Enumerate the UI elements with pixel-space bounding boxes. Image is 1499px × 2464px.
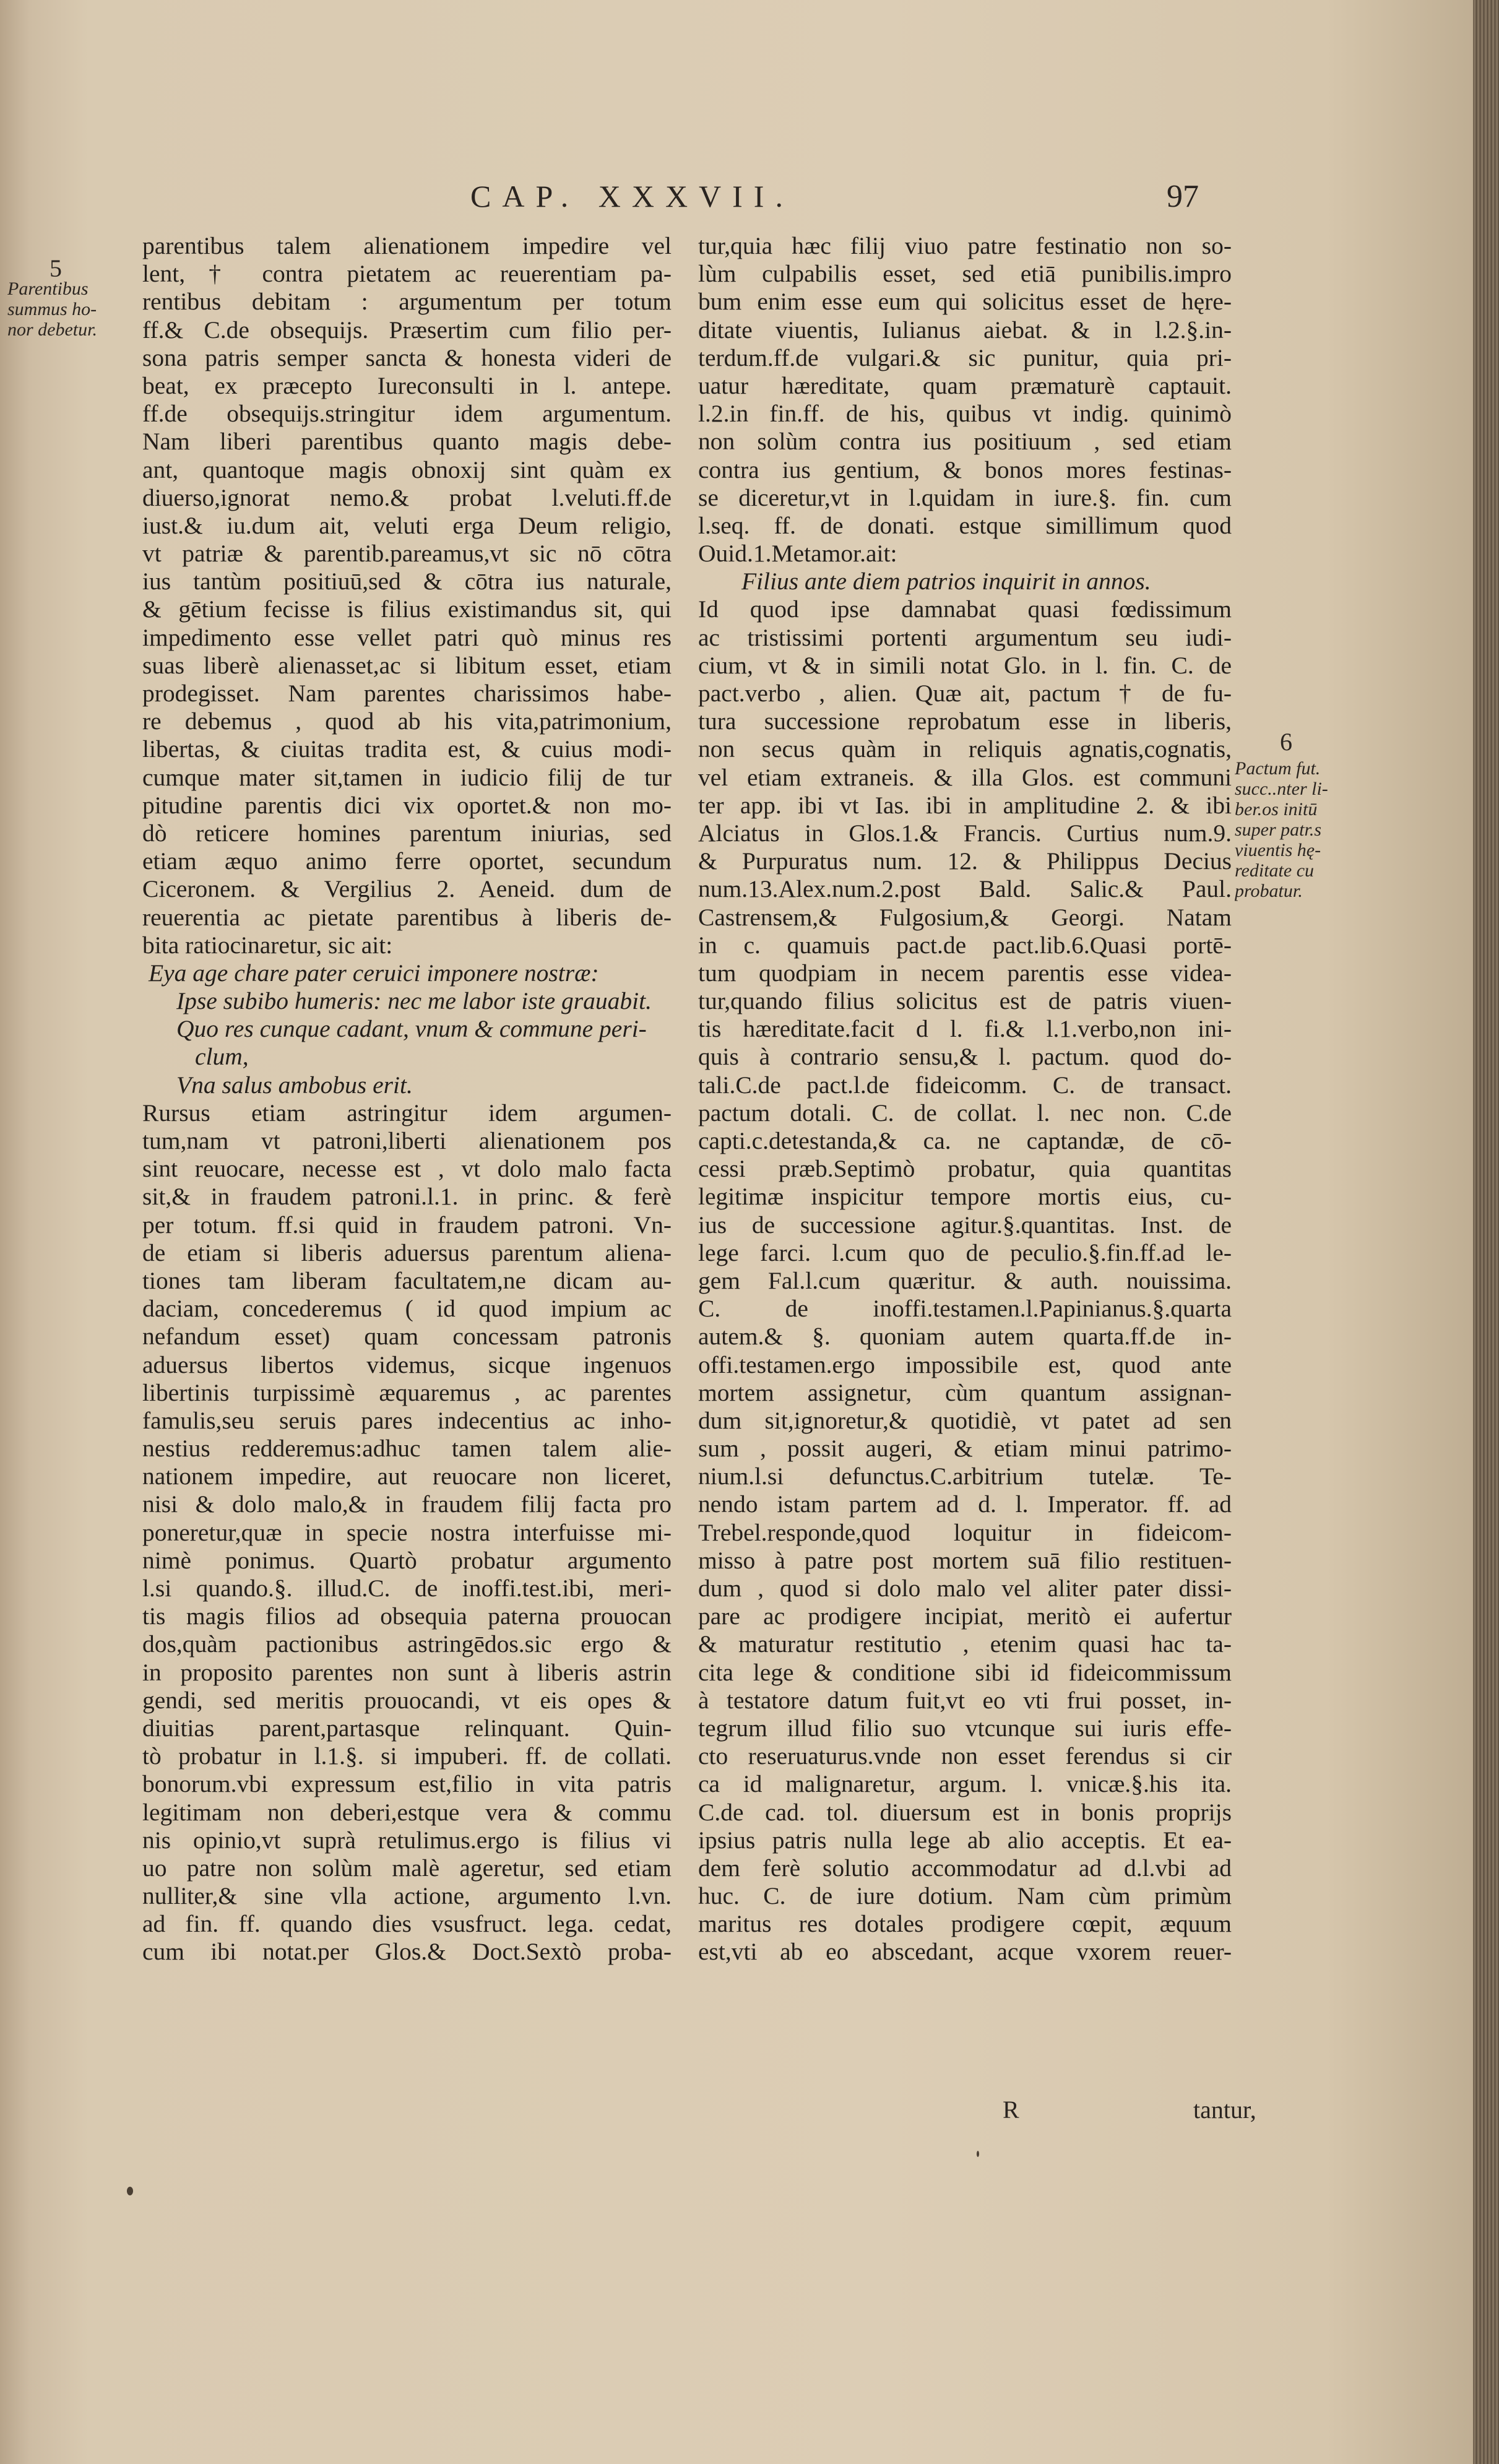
left-text-column: [142, 232, 672, 1966]
text-line: Trebel.responde,quod loquitur in fideicom-: [698, 1518, 1232, 1546]
text-line: nationem impedire, aut reuocare non liceret,: [142, 1463, 672, 1490]
text-line: dò reticere homines parentum iniurias, sed: [142, 819, 672, 847]
text-line: Rursus etiam astringitur idem argumen-: [142, 1099, 672, 1126]
text-line: cita lege & conditione sibi id fideicommissum: [698, 1658, 1232, 1686]
text-line: non solùm contra ius positiuum , sed etiam: [698, 428, 1232, 456]
text-line: autem.& §. quoniam autem quarta.ff.de in-: [698, 1323, 1232, 1351]
text-line: beat, ex præcepto Iureconsulti in l. antepe.: [142, 371, 672, 399]
text-line: tum quodpiam in necem parentis esse videa-: [698, 959, 1232, 987]
text-line: cto reseruaturus.vnde non esset ferendus si cir: [698, 1742, 1232, 1770]
text-line: nestius redderemus:adhuc tamen talem alie-: [142, 1435, 672, 1463]
ink-speck: [127, 2187, 133, 2195]
text-line: nefandum esset) quam concessam patronis: [142, 1323, 672, 1351]
text-line: cum ibi notat.per Glos.& Doct.Sextò proba-: [142, 1938, 672, 1966]
text-line: ius de successione agitur.§.quantitas. Inst. de: [698, 1211, 1232, 1238]
text-line: prodegisset. Nam parentes charissimos habe-: [142, 680, 672, 707]
margin-note-line: summus ho-: [7, 299, 97, 319]
text-line: libertinis turpissimè æquaremus , ac parentes: [142, 1378, 672, 1406]
text-line: nium.l.si defunctus.C.arbitrium tutelæ. Te-: [698, 1463, 1232, 1490]
text-line: aduersus libertos videmus, sicque ingenuos: [142, 1351, 672, 1378]
text-line: capti.c.detestanda,& ca. ne captandæ, de cō-: [698, 1127, 1232, 1154]
text-line: non secus quàm in reliquis agnatis,cognatis,: [698, 735, 1232, 763]
text-line: nisi & dolo malo,& in fraudem filij facta pro: [142, 1490, 672, 1518]
text-line: l.seq. ff. de donati. estque simillimum quod: [698, 511, 1232, 539]
text-line: tò probatur in l.1.§. si impuberi. ff. de collati.: [142, 1742, 672, 1770]
text-line: sint reuocare, necesse est , vt dolo malo facta: [142, 1155, 672, 1183]
text-line: Castrensem,& Fulgosium,& Georgi. Natam: [698, 903, 1232, 931]
text-line: tali.C.de pact.l.de fideicomm. C. de transact.: [698, 1071, 1232, 1099]
text-line: rentibus debitam : argumentum per totum: [142, 288, 672, 316]
text-line: misso à patre post mortem suā filio restituen-: [698, 1546, 1232, 1574]
text-line: sum , possit augeri, & etiam minui patrimo-: [698, 1435, 1232, 1463]
text-line: tura successione reprobatum esse in liberis,: [698, 707, 1232, 735]
text-line: mortem assignetur, cùm quantum assignan-: [698, 1378, 1232, 1406]
text-line: iust.& iu.dum ait, veluti erga Deum religio,: [142, 511, 672, 539]
text-line: Filius ante diem patrios inquirit in annos.: [741, 568, 1151, 595]
text-line: ant, quantoque magis obnoxij sint quàm ex: [142, 456, 672, 483]
text-line: pactum dotali. C. de collat. l. nec non. C.de: [698, 1099, 1232, 1126]
text-line: sona patris semper sancta & honesta videri de: [142, 344, 672, 371]
text-line: cumque mater sit,tamen in iudicio filij de tur: [142, 763, 672, 791]
text-line: ipsius patris nulla lege ab alio acceptis. Et ea-: [698, 1826, 1232, 1854]
text-line: ff.de obsequijs.stringitur idem argumentum.: [142, 400, 672, 428]
text-line: bita ratiocinaretur, sic ait:: [142, 931, 393, 959]
text-line: sit,& in fraudem patroni.l.1. in princ. & ferè: [142, 1183, 672, 1211]
text-line: tur,quando filius solicitus est de patris viuen-: [698, 987, 1232, 1015]
margin-note-line: nor debetur.: [7, 319, 97, 340]
margin-note-line: Pactum fut.: [1235, 758, 1321, 779]
signature-mark: R: [1003, 2096, 1019, 2124]
text-line: Nam liberi parentibus quanto magis debe-: [142, 428, 672, 456]
text-line: dum sit,ignoretur,& quotidiè, vt patet ad sen: [698, 1406, 1232, 1434]
text-line: reuerentia ac pietate parentibus à liberis de-: [142, 903, 672, 931]
text-line: vt patriæ & parentib.pareamus,vt sic nō cōtra: [142, 540, 672, 568]
text-line: vel etiam extraneis. & illa Glos. est communi: [698, 763, 1232, 791]
text-line: tur,quia hæc filij viuo patre festinatio non so-: [698, 232, 1232, 259]
text-line: quis à contrario sensu,& l. pactum. quod do-: [698, 1043, 1232, 1071]
text-line: se diceretur,vt in l.quidam in iure.§. fin. cum: [698, 483, 1232, 511]
text-line: tiones tam liberam facultatem,ne dicam au-: [142, 1266, 672, 1294]
text-line: in proposito parentes non sunt à liberis astrin: [142, 1658, 672, 1686]
margin-number-right: 6: [1280, 728, 1292, 756]
text-line: ter app. ibi vt Ias. ibi in amplitudine 2. & ibi: [698, 791, 1232, 819]
text-line: pact.verbo , alien. Quæ ait, pactum † de fu-: [698, 680, 1232, 707]
text-line: est,vti ab eo abscedant, acque vxorem reuer-: [698, 1938, 1232, 1966]
catchword: tantur,: [1193, 2096, 1256, 2124]
text-line: dos,quàm pactionibus astringēdos.sic ergo &: [142, 1630, 672, 1658]
text-line: tum,nam vt patroni,liberti alienationem pos: [142, 1127, 672, 1154]
text-line: dem ferè solutio accommodatur ad d.l.vbi ad: [698, 1854, 1232, 1882]
text-line: C.de cad. tol. diuersum est in bonis proprijs: [698, 1798, 1232, 1826]
text-line: contra ius gentium, & bonos mores festinas-: [698, 456, 1232, 483]
margin-note-line: probatur.: [1235, 881, 1303, 901]
text-line: gem Fal.l.cum quæritur. & auth. nouissima.: [698, 1266, 1232, 1294]
text-line: ac tristissimi portenti argumentum seu iudi-: [698, 623, 1232, 651]
text-line: nis opinio,vt suprà retulimus.ergo is filius vi: [142, 1826, 672, 1854]
margin-note-line: Parentibus: [7, 279, 89, 299]
text-line: terdum.ff.de vulgari.& sic punitur, quia pri-: [698, 344, 1232, 371]
running-head: CAP. XXXVII.: [470, 179, 794, 214]
page-edge: [1473, 0, 1499, 2464]
text-line: l.si quando.§. illud.C. de inoffi.test.ibi, meri-: [142, 1575, 672, 1602]
text-line: pitudine parentis dici vix oportet.& non mo-: [142, 791, 672, 819]
margin-note-line: super patr.s: [1235, 819, 1322, 840]
text-line: Alciatus in Glos.1.& Francis. Curtius num.9.: [698, 819, 1232, 847]
text-line: offi.testamen.ergo impossibile est, quod ante: [698, 1351, 1232, 1378]
text-line: & maturatur restitutio , etenim quasi hac ta-: [698, 1630, 1232, 1658]
text-line: à testatore datum fuit,vt eo vti frui posset, in-: [698, 1686, 1232, 1714]
text-line: & gētium fecisse is filius existimandus sit, qui: [142, 595, 672, 623]
text-line: tis magis filios ad obsequia paterna prouocan: [142, 1602, 672, 1630]
margin-note-left: [7, 279, 137, 340]
margin-note-line: viuentis hę-: [1235, 840, 1321, 860]
text-line: num.13.Alex.num.2.post Bald. Salic.& Paul.: [698, 875, 1232, 903]
text-line: clum,: [195, 1043, 249, 1071]
text-line: Quo res cunque cadant, vnum & commune peri-: [176, 1015, 647, 1043]
text-line: gendi, sed meritis prouocandi, vt eis opes &: [142, 1686, 672, 1714]
text-line: ca id malignaretur, argum. l. vnicæ.§.his ita.: [698, 1770, 1232, 1798]
text-line: ad fin. ff. quando dies vsusfruct. lega. cedat,: [142, 1910, 672, 1938]
text-line: nendo istam partem ad d. l. Imperator. ff. ad: [698, 1490, 1232, 1518]
text-line: re debemus , quod ab his vita,patrimonium,: [142, 707, 672, 735]
text-line: legitimæ inspicitur tempore mortis eius, cu-: [698, 1183, 1232, 1211]
text-line: de etiam si liberis aduersus parentum aliena-: [142, 1238, 672, 1266]
text-line: lege farci. l.cum quo de peculio.§.fin.ff.ad le-: [698, 1238, 1232, 1266]
margin-number-left: 5: [50, 254, 62, 282]
text-line: lent, † contra pietatem ac reuerentiam pa-: [142, 260, 672, 288]
text-line: daciam, concederemus ( id quod impium ac: [142, 1295, 672, 1323]
text-line: Ouid.1.Metamor.ait:: [698, 540, 897, 568]
ink-speck: [977, 2151, 979, 2157]
text-line: poneretur,quæ in specie nostra interfuisse mi-: [142, 1518, 672, 1546]
text-line: ius tantùm positiuū,sed & cōtra ius naturale,: [142, 568, 672, 595]
text-line: Ipse subibo humeris: nec me labor iste grauabit.: [176, 987, 652, 1015]
text-line: ff.& C.de obsequijs. Præsertim cum filio per-: [142, 316, 672, 344]
text-line: legitimam non deberi,estque vera & commu: [142, 1798, 672, 1826]
text-line: cium, vt & in simili notat Glo. in l. fin. C. de: [698, 651, 1232, 679]
text-line: Eya age chare pater ceruici imponere nostræ:: [149, 959, 599, 987]
text-line: dum , quod si dolo malo vel aliter pater dissi-: [698, 1575, 1232, 1602]
text-line: libertas, & ciuitas tradita est, & cuius modi-: [142, 735, 672, 763]
margin-note-right: [1235, 758, 1380, 901]
text-line: l.2.in fin.ff. de his, quibus vt indig. quinimò: [698, 400, 1232, 428]
text-line: Ciceronem. & Vergilius 2. Aeneid. dum de: [142, 875, 672, 903]
text-line: etiam æquo animo ferre oportet, secundum: [142, 847, 672, 875]
text-line: C. de inoffi.testamen.l.Papinianus.§.quarta: [698, 1295, 1232, 1323]
text-line: tis hæreditate.facit d l. fi.& l.1.verbo,non ini-: [698, 1015, 1232, 1043]
text-line: nulliter,& sine vlla actione, argumento l.vn.: [142, 1882, 672, 1910]
text-line: impedimento esse vellet patri quò minus res: [142, 623, 672, 651]
margin-note-line: succ..nter li-: [1235, 779, 1328, 799]
text-line: huc. C. de iure dotium. Nam cùm primùm: [698, 1882, 1232, 1910]
text-line: uatur hæreditate, quam præmaturè captauit.: [698, 371, 1232, 399]
text-line: parentibus talem alienationem impedire vel: [142, 232, 672, 259]
text-line: bum enim esse eum qui solicitus esset de hęre-: [698, 288, 1232, 316]
text-line: nimè ponimus. Quartò probatur argumento: [142, 1546, 672, 1574]
text-line: famulis,seu seruis pares indecentius ac inho-: [142, 1406, 672, 1434]
text-line: tegrum illud filio suo vtcunque sui iuris effe-: [698, 1714, 1232, 1742]
text-line: ditate viuentis, Iulianus aiebat. & in l.2.§.in-: [698, 316, 1232, 344]
text-line: suas liberè alienasset,ac si libitum esset, etiam: [142, 651, 672, 679]
right-text-column: [698, 232, 1232, 1966]
text-line: bonorum.vbi expressum est,filio in vita patris: [142, 1770, 672, 1798]
text-line: Vna salus ambobus erit.: [176, 1071, 413, 1099]
text-line: uo patre non solùm malè ageretur, sed etiam: [142, 1854, 672, 1882]
page-header: [0, 178, 1473, 228]
text-line: diuerso,ignorat nemo.& probat l.veluti.ff.de: [142, 483, 672, 511]
text-line: maritus res dotales prodigere cœpit, æquum: [698, 1910, 1232, 1938]
text-line: in c. quamuis pact.de pact.lib.6.Quasi portē-: [698, 931, 1232, 959]
text-line: Id quod ipse damnabat quasi fœdissimum: [698, 595, 1232, 623]
page-number: 97: [1167, 179, 1199, 214]
margin-note-line: ber.os initū: [1235, 799, 1318, 819]
text-line: per totum. ff.si quid in fraudem patroni. Vn-: [142, 1211, 672, 1238]
text-line: cessi præb.Septimò probatur, quia quantitas: [698, 1155, 1232, 1183]
text-line: pare ac prodigere incipiat, meritò ei aufertur: [698, 1602, 1232, 1630]
text-line: diuitias parent,partasque relinquant. Quin-: [142, 1714, 672, 1742]
text-line: lùm culpabilis esset, sed etiā punibilis.impro: [698, 260, 1232, 288]
margin-note-line: reditate cu: [1235, 860, 1315, 881]
text-line: & Purpuratus num. 12. & Philippus Decius: [698, 847, 1232, 875]
